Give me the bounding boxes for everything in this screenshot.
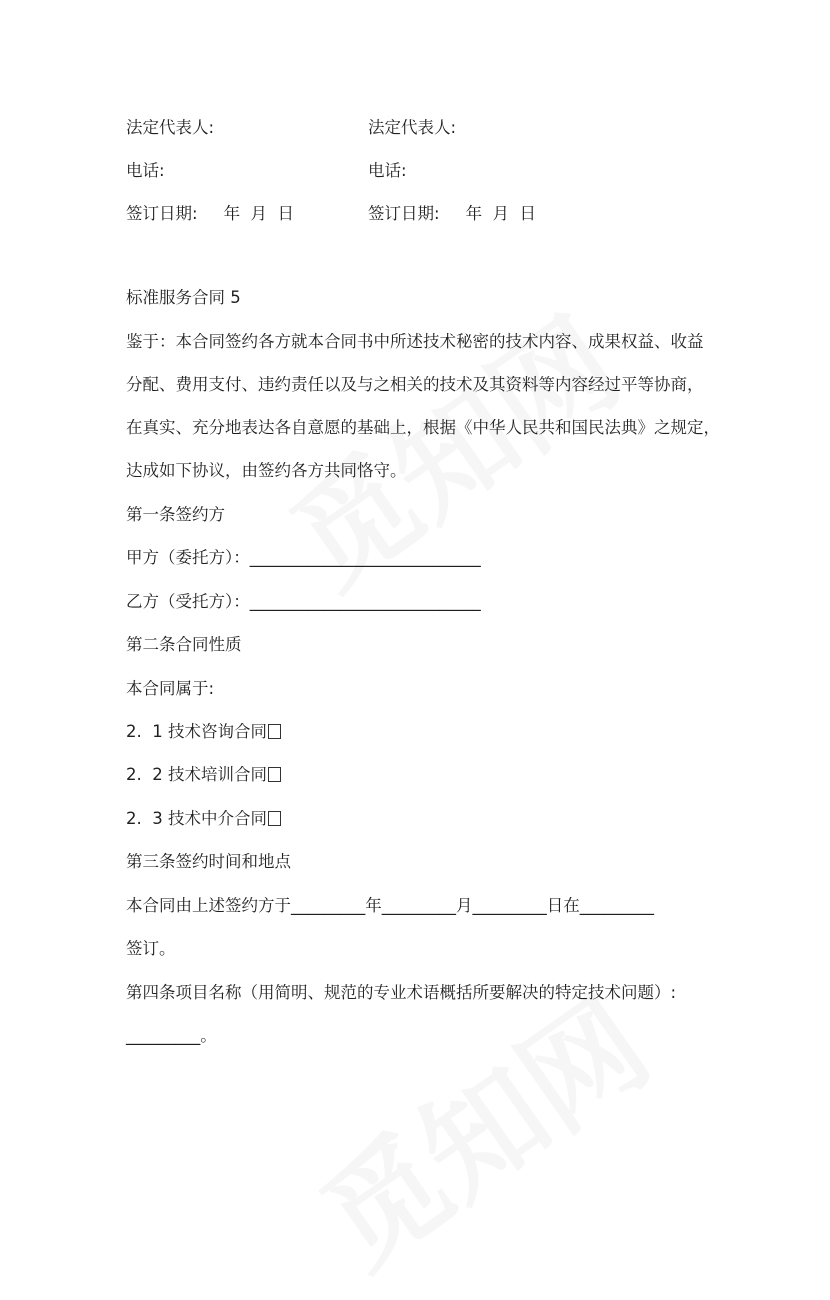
article-3-heading: 第三条签约时间和地点: [126, 852, 291, 871]
option-intermediary-label: 2. 3 技术中介合同: [126, 809, 267, 828]
preamble-line-1: 鉴于：本合同签约各方就本合同书中所述技术秘密的技术内容、成果权益、收益: [126, 332, 704, 351]
article-4-heading: 第四条项目名称（用简明、规范的专业术语概括所要解决的特定技术问题）:: [126, 983, 677, 1002]
preamble-line-4: 达成如下协议，由签约各方共同恪守。: [126, 461, 407, 480]
party-a-field: 甲方（委托方）：____________________________: [126, 548, 481, 567]
left-date-parts: 年 月 日: [223, 204, 295, 223]
left-representative-label: 法定代表人:: [126, 118, 215, 137]
article-3-line-2: 签订。: [126, 939, 176, 958]
option-consulting-label: 2. 1 技术咨询合同: [126, 722, 267, 741]
option-intermediary: [126, 809, 281, 829]
signature-row-phone: [126, 157, 726, 180]
right-date: [368, 200, 536, 224]
option-training: [126, 765, 281, 785]
signature-row-date: [126, 200, 726, 223]
option-intermediary-checkbox[interactable]: [268, 811, 281, 826]
option-training-label: 2. 2 技术培训合同: [126, 765, 267, 784]
contract-title: 标准服务合同 5: [126, 288, 241, 307]
left-date-label: 签订日期:: [126, 204, 198, 223]
party-b-field: 乙方（受托方）：____________________________: [126, 592, 481, 611]
article-1-heading: 第一条签约方: [126, 505, 225, 524]
left-date: [126, 200, 294, 224]
article-3-line-1: 本合同由上述签约方于_________年_________月_________日在_________: [126, 896, 654, 915]
article-2-heading: 第二条合同性质: [126, 635, 242, 654]
preamble-line-2: 分配、费用支付、违约责任以及与之相关的技术及其资料等内容经过平等协商，: [126, 375, 704, 394]
left-phone-label: 电话:: [126, 161, 165, 180]
option-consulting: [126, 722, 281, 742]
article-4-blank: _________。: [126, 1026, 217, 1045]
option-training-checkbox[interactable]: [268, 767, 281, 782]
option-consulting-checkbox[interactable]: [268, 724, 281, 739]
preamble-line-3: 在真实、充分地表达各自意愿的基础上，根据《中华人民共和国民法典》之规定，: [126, 418, 720, 437]
right-representative-label: 法定代表人:: [368, 118, 457, 137]
signature-row-representative: [126, 114, 726, 137]
watermark-bottom: [283, 952, 677, 1299]
right-date-parts: 年 月 日: [465, 204, 537, 223]
right-phone-label: 电话:: [368, 161, 407, 180]
right-date-label: 签订日期:: [368, 204, 440, 223]
article-2-intro: 本合同属于:: [126, 679, 215, 698]
